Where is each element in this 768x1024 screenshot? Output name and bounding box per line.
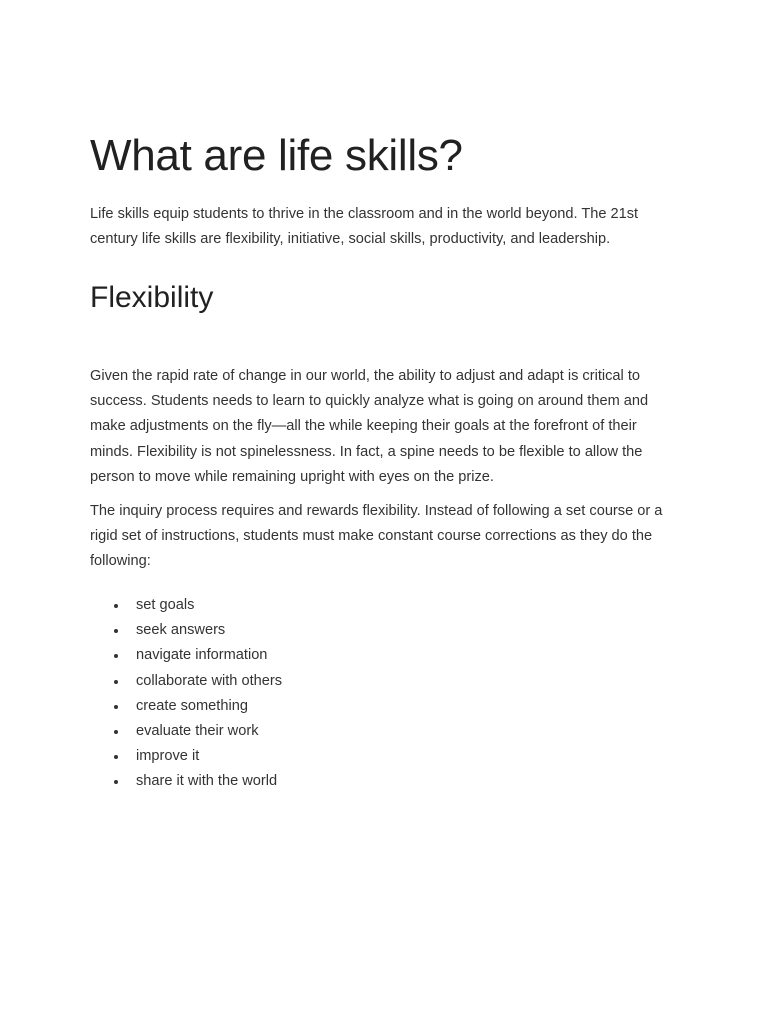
intro-paragraph: Life skills equip students to thrive in the classroom and in the world beyond. The 21st century life skills are flexibility, initiative, social skills, productivity, and leadership. [90, 206, 639, 248]
section-heading-flexibility: Flexibility [90, 281, 214, 314]
flexibility-paragraph-1: Given the rapid rate of change in our world, the ability to adjust and adapt is critical to success. Students needs to learn to quickly analyze what is going on around them and make adjustments on the fly—all the while keeping their goals at the forefront of their minds. Flexibility is not spinelessness. In fact, a spine needs to be flexible to allow the person to move while remaining upright with eyes on the prize. [90, 368, 649, 485]
bullet-dot-icon [114, 629, 118, 633]
flexibility-paragraph-2: The inquiry process requires and rewards flexibility. Instead of following a set course or a rigid set of instructions, students must make constant course corrections as they do the following: [90, 503, 663, 570]
list-item [90, 643, 490, 668]
list-item-text: evaluate their work [136, 723, 259, 740]
list-item-text: set goals [136, 597, 195, 613]
list-item [90, 694, 490, 719]
list-item-text: share it with the world [136, 773, 278, 790]
list-item [90, 593, 490, 618]
bullet-dot-icon [114, 705, 118, 709]
bullet-dot-icon [114, 680, 118, 684]
list-item-text: navigate information [136, 647, 268, 664]
list-item [90, 719, 490, 744]
bullet-dot-icon [114, 755, 118, 759]
bullet-list [90, 593, 490, 795]
list-item-text: improve it [136, 748, 200, 765]
bullet-dot-icon [114, 780, 118, 784]
list-item [90, 744, 490, 769]
list-item-text: seek answers [136, 622, 226, 639]
list-item [90, 669, 490, 694]
page-title: What are life skills? [90, 131, 463, 180]
bullet-dot-icon [114, 604, 118, 608]
bullet-dot-icon [114, 730, 118, 734]
list-item-text: create something [136, 697, 248, 714]
list-item [90, 618, 490, 643]
bullet-dot-icon [114, 654, 118, 658]
list-item-text: collaborate with others [136, 672, 283, 689]
list-item [90, 769, 490, 794]
